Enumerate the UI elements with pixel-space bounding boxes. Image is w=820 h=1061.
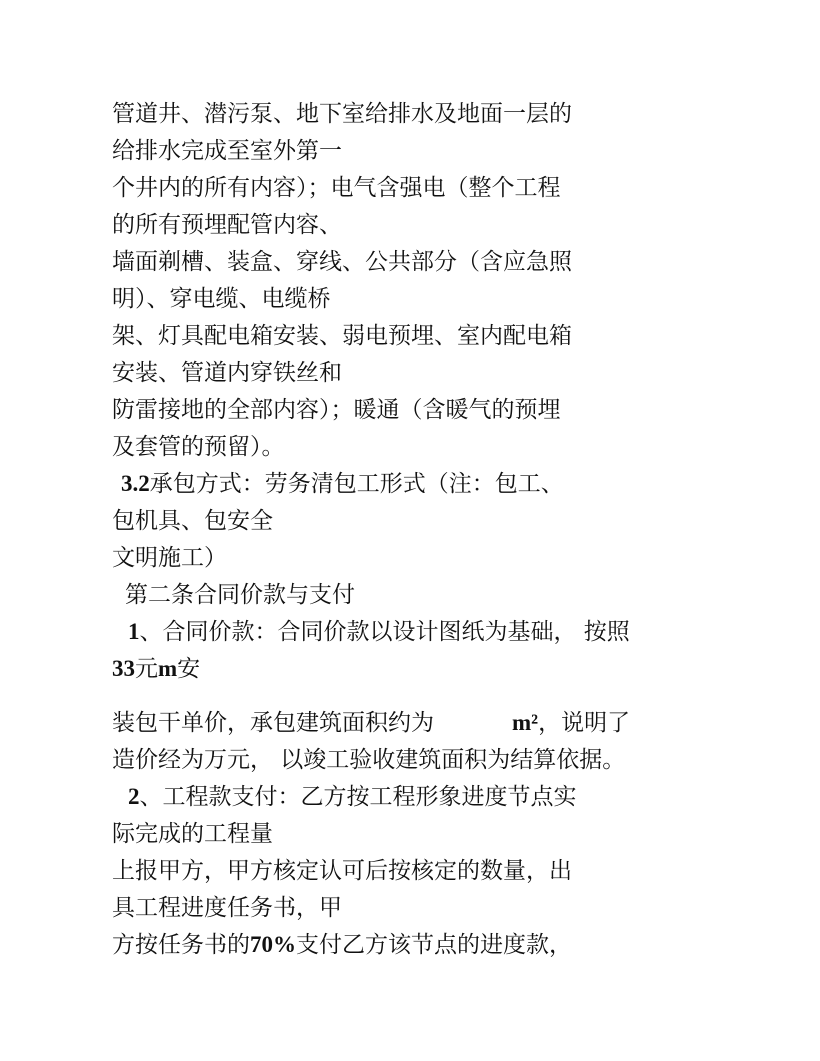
item-1-line-3: [112, 709, 630, 737]
item-1-line-2: [112, 655, 200, 683]
text-line-6: 明）、穿电缆、电缆桥: [112, 286, 331, 312]
area-text-tail: ，说明了: [538, 710, 631, 736]
item-2-line-4: 具工程进度任务书，甲: [112, 895, 342, 921]
area-text: 装包干单价，承包建筑面积约为: [112, 710, 434, 736]
payment-text: 方按任务书的: [112, 932, 250, 958]
item-1-line-4: 造价经为万元， 以竣工验收建筑面积为结算依据。: [112, 747, 626, 773]
section-3-2-line-2: 包机具、包安全: [112, 508, 273, 534]
item-number: 2: [128, 784, 140, 809]
item-1-line-1: [128, 618, 630, 646]
payment-text-tail: 支付乙方该节点的进度款，: [296, 932, 572, 958]
text-line-7: 架、灯具配电箱安装、弱电预埋、室内配电箱: [112, 323, 572, 349]
section-text: 承包方式：劳务清包工形式（注：包工、: [149, 471, 564, 497]
item-2-line-3: 上报甲方，甲方核定认可后按核定的数量，出: [112, 858, 572, 884]
payment-percent: 70%: [250, 932, 296, 957]
text-line-3: 个井内的所有内容）；电气含强电（整个工程: [112, 175, 561, 201]
section-3-2-line-3: 文明施工）: [112, 545, 227, 571]
unit-yuan: 元: [135, 656, 158, 682]
unit-price: 33: [112, 656, 135, 681]
text-line-2: 给排水完成至室外第一: [112, 138, 342, 164]
area-unit: m²: [512, 710, 539, 735]
item-2-line-1: [128, 783, 577, 811]
section-3-2-line-1: [121, 470, 564, 498]
text-line-9: 防雷接地的全部内容）；暖通（含暖气的预埋: [112, 397, 561, 423]
text-line-4: 的所有预埋配管内容、: [112, 212, 342, 238]
unit-an: 安: [177, 656, 201, 682]
unit-m: m: [158, 656, 178, 681]
article-heading: 第二条合同价款与支付: [125, 582, 355, 608]
text-line-10: 及套管的预留）。: [112, 434, 285, 460]
item-text: 、工程款支付：乙方按工程形象进度节点实: [139, 784, 577, 810]
text-line-1: 管道井、潜污泵、地下室给排水及地面一层的: [112, 101, 572, 127]
item-text: 、合同价款：合同价款以设计图纸为基础， 按照: [139, 619, 630, 645]
item-2-line-5: [112, 931, 572, 959]
section-number: 3.2: [121, 471, 150, 496]
text-line-5: 墙面剃槽、装盒、穿线、公共部分（含应急照: [112, 249, 572, 275]
text-line-8: 安装、管道内穿铁丝和: [112, 360, 342, 386]
item-number: 1: [128, 619, 140, 644]
item-2-line-2: 际完成的工程量: [112, 821, 273, 847]
